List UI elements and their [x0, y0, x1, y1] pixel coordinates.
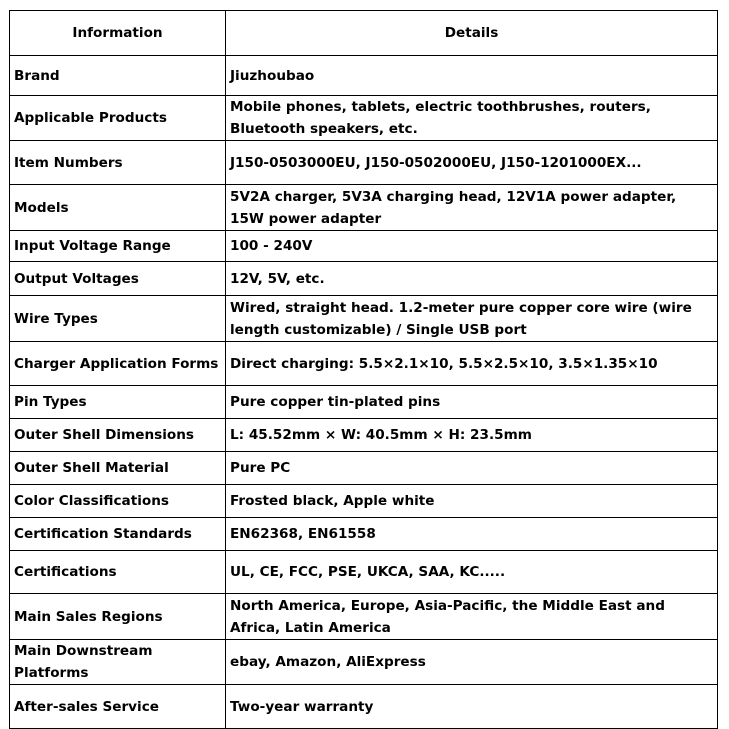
table-row: [10, 296, 718, 342]
row-value: Two-year warranty: [226, 685, 718, 729]
row-value: 12V, 5V, etc.: [226, 262, 718, 296]
table-row: [10, 518, 718, 551]
row-value: Pure copper tin-plated pins: [226, 386, 718, 419]
table-row: [10, 231, 718, 262]
table-row: [10, 141, 718, 185]
row-value: Direct charging: 5.5×2.1×10, 5.5×2.5×10, 3.5×1.35×10: [226, 342, 718, 386]
table-row: [10, 452, 718, 485]
row-label: Certification Standards: [10, 518, 226, 551]
row-value: L: 45.52mm × W: 40.5mm × H: 23.5mm: [226, 419, 718, 452]
table-row: [10, 685, 718, 729]
row-label: Charger Application Forms: [10, 342, 226, 386]
row-label: Pin Types: [10, 386, 226, 419]
table-row: [10, 386, 718, 419]
row-label: Certifications: [10, 551, 226, 594]
row-value: Frosted black, Apple white: [226, 485, 718, 518]
table-row: [10, 185, 718, 231]
table-row: [10, 551, 718, 594]
row-label: Item Numbers: [10, 141, 226, 185]
row-value: Pure PC: [226, 452, 718, 485]
row-value: Mobile phones, tablets, electric toothbrushes, routers, Bluetooth speakers, etc.: [226, 96, 718, 141]
table-row: [10, 594, 718, 640]
row-value: Wired, straight head. 1.2-meter pure copper core wire (wire length customizable) / Single USB port: [226, 296, 718, 342]
row-label: Applicable Products: [10, 96, 226, 141]
row-value: North America, Europe, Asia-Pacific, the Middle East and Africa, Latin America: [226, 594, 718, 640]
row-label: Color Classifications: [10, 485, 226, 518]
table-row: [10, 485, 718, 518]
table-row: [10, 56, 718, 96]
row-label: Main Downstream Platforms: [10, 640, 226, 685]
table-row: [10, 342, 718, 386]
table-row: [10, 96, 718, 141]
row-label: Input Voltage Range: [10, 231, 226, 262]
row-label: Outer Shell Material: [10, 452, 226, 485]
column-header-information: Information: [10, 11, 226, 56]
row-value: 100 - 240V: [226, 231, 718, 262]
row-value: UL, CE, FCC, PSE, UKCA, SAA, KC.....: [226, 551, 718, 594]
column-header-details: Details: [226, 11, 718, 56]
row-value: Jiuzhoubao: [226, 56, 718, 96]
row-label: Models: [10, 185, 226, 231]
table-row: [10, 640, 718, 685]
row-label: Brand: [10, 56, 226, 96]
row-label: Outer Shell Dimensions: [10, 419, 226, 452]
row-label: Wire Types: [10, 296, 226, 342]
table-row: [10, 262, 718, 296]
row-value: 5V2A charger, 5V3A charging head, 12V1A power adapter, 15W power adapter: [226, 185, 718, 231]
row-value: J150-0503000EU, J150-0502000EU, J150-1201000EX...: [226, 141, 718, 185]
spec-table: [9, 10, 718, 729]
row-value: ebay, Amazon, AliExpress: [226, 640, 718, 685]
table-header-row: [10, 11, 718, 56]
row-label: Main Sales Regions: [10, 594, 226, 640]
row-label: Output Voltages: [10, 262, 226, 296]
row-value: EN62368, EN61558: [226, 518, 718, 551]
row-label: After-sales Service: [10, 685, 226, 729]
table-row: [10, 419, 718, 452]
